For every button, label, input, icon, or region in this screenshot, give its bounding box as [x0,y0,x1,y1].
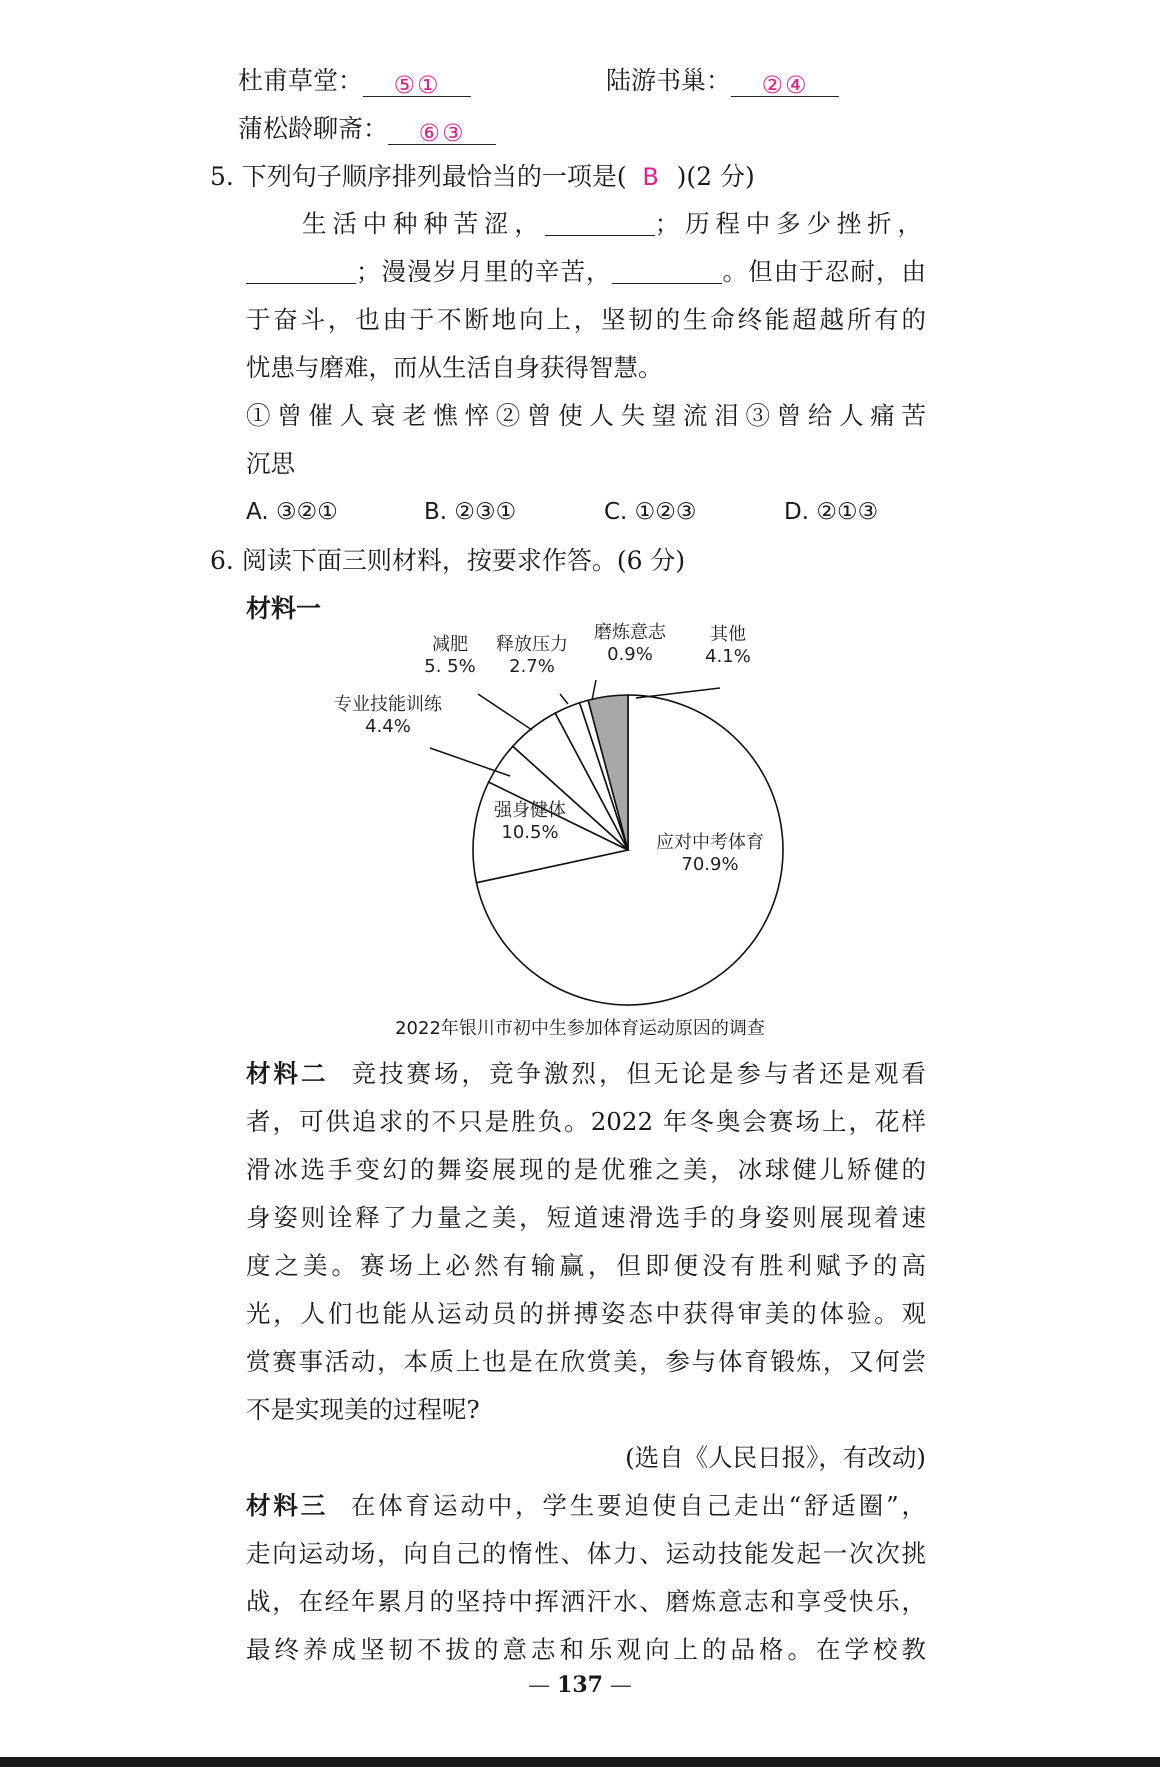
material-2-line-4: 身姿则诠释了力量之美，短道速滑选手的身姿则展现着速 [246,1203,926,1232]
q5-choice-a[interactable]: A. ③②① [246,499,338,525]
luyou-label: 陆游书巢： [606,66,732,95]
pie-label-7: 其他 [710,624,746,645]
q5-answer: B [642,163,661,191]
pie-label-4: 减肥 [432,634,468,655]
pie-value-4: 5. 5% [424,656,476,677]
pie-value-5: 2.7% [509,656,555,677]
material-3-line-3: 战，在经年累月的坚持中挥洒汗水、磨炼意志和享受快乐， [246,1587,926,1616]
pie-value-3: 4.4% [365,716,411,737]
q5-option-3: ③曾给人痛苦 [745,401,926,430]
material-3-title: 材料三 [246,1491,329,1520]
material-2-line-6: 光，人们也能从运动员的拼搏姿态中获得审美的体验。观 [246,1299,926,1328]
q5-passage-line-2: ；漫漫岁月里的辛苦， 。但由于忍耐，由 [246,248,926,296]
material-2-title: 材料二 [246,1059,329,1088]
pie-leader-line-3 [430,748,510,776]
q5-option-1: ①曾催人衰老憔悴 [246,401,496,430]
q6-stem-text: 阅读下面三则材料，按要求作答。(6 分) [241,546,686,575]
pie-value-2: 10.5% [501,822,559,843]
q6-number: 6. [210,546,234,575]
q5-passage-line-1: 生活中种种苦涩， ；历程中多少挫折， [302,209,926,238]
pu-answer: ⑥③ [418,119,466,147]
material-2-line-7: 赏赛事活动，本质上也是在欣赏美，参与体育锻炼，又何尝 [246,1347,926,1376]
material-2-line-5: 度之美。赛场上必然有输赢，但即便没有胜利赋予的高 [246,1251,926,1280]
page-number: 137 [557,1672,603,1698]
pie-leader-line-6 [592,680,596,700]
pie-label-3: 专业技能训练 [334,694,442,715]
bottom-edge-bar [0,1757,1160,1767]
pie-value-6: 0.9% [607,644,653,665]
material-2 [246,1050,926,1482]
material-3-line-4: 最终养成坚韧不拔的意志和乐观向上的品格。在学校教 [246,1635,926,1664]
material-3 [246,1482,926,1674]
q5-passage-line-4: 忧患与磨难，而从生活自身获得智慧。 [246,353,663,382]
pie-leader-line-7 [636,688,720,698]
pie-value-1: 70.9% [681,854,739,875]
q5-stem-after: )(2 分) [676,162,755,191]
material-3-line-2: 走向运动场，向自己的惰性、体力、运动技能发起一次次挑 [246,1539,926,1568]
material-2-line-3: 滑冰选手变幻的舞姿展现的是优雅之美，冰球健儿矫健的 [246,1155,926,1184]
page-footer: — 137 — [528,1672,632,1698]
material-2-line-1: 材料二 竞技赛场，竞争激烈，但无论是参与者还是观看 [246,1059,926,1088]
q5-stem-before: 下列句子顺序排列最恰当的一项是( [241,162,627,191]
material-2-source: (选自《人民日报》，有改动) [625,1443,926,1472]
pie-leader-line-4 [478,694,532,730]
q5-choice-c[interactable]: C. ①②③ [604,499,697,525]
q5-option-3-cont: 沉思 [246,449,295,478]
pie-label-2: 强身健体 [494,800,566,821]
pie-value-7: 4.1% [705,646,751,667]
pie-leader-line-5 [560,694,568,704]
dufu-label: 杜甫草堂： [238,66,364,95]
q5-option-2: ②曾使人失望流泪 [495,401,746,430]
q5-passage-line-3: 于奋斗，也由于不断地向上，坚韧的生命终能超越所有的 [246,305,926,334]
material-3-line-1: 材料三 在体育运动中，学生要迫使自己走出“舒适圈”， [246,1491,926,1520]
chart-caption: 2022年银川市初中生参加体育运动原因的调查 [395,1018,765,1039]
pie-label-6: 磨炼意志 [594,622,666,643]
q5-number: 5. [210,162,234,191]
pie-label-5: 释放压力 [496,634,568,655]
material-1-title: 材料一 [246,594,322,623]
dufu-answer: ⑤① [393,71,441,99]
material-2-line-8: 不是实现美的过程呢? [246,1395,480,1424]
pu-label: 蒲松龄聊斋： [238,114,389,143]
luyou-answer: ②④ [761,71,809,99]
pie-label-1: 应对中考体育 [656,832,764,853]
q5-choice-d[interactable]: D. ②①③ [784,499,879,525]
q5-choice-b[interactable]: B. ②③① [424,499,517,525]
material-2-line-2: 者，可供追求的不只是胜负。2022 年冬奥会赛场上，花样 [246,1107,926,1136]
